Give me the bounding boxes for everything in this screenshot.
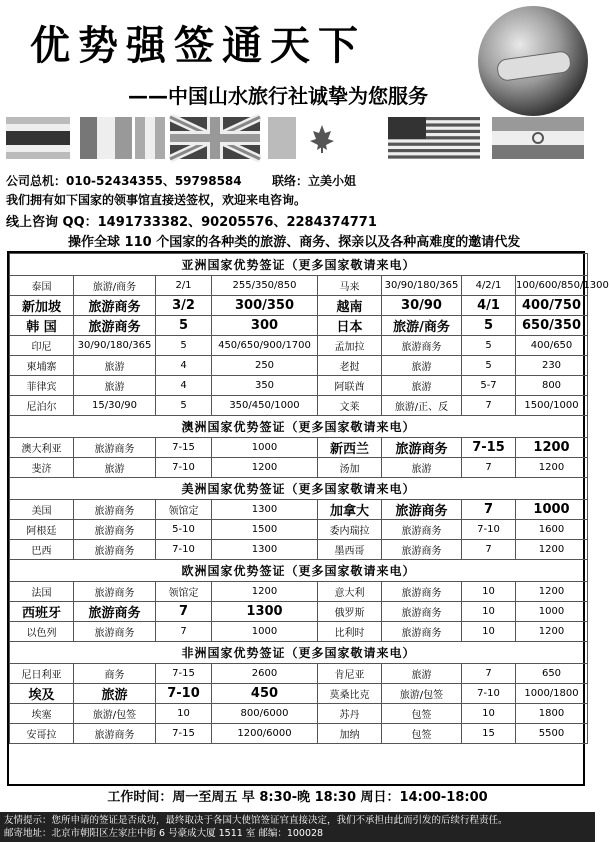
table-cell: 10 xyxy=(462,602,516,622)
country-cell: 埃塞 xyxy=(10,704,74,724)
table-row xyxy=(10,438,588,458)
table-cell: 15/30/90 xyxy=(74,396,156,416)
table-cell: 旅游/商务 xyxy=(382,316,462,336)
table-cell: 旅游商务 xyxy=(74,622,156,642)
table-cell: 7 xyxy=(462,664,516,684)
country-cell: 安哥拉 xyxy=(10,724,74,744)
country-cell: 西班牙 xyxy=(10,602,74,622)
page-title: 优势强签通天下 xyxy=(30,22,366,69)
table-cell: 5 xyxy=(462,336,516,356)
page-subtitle: ——中国山水旅行社诚挚为您服务 xyxy=(128,84,428,108)
table-cell: 旅游 xyxy=(382,376,462,396)
table-cell: 10 xyxy=(462,622,516,642)
table-row xyxy=(10,540,588,560)
visa-price-table xyxy=(7,251,609,786)
table-row xyxy=(10,276,588,296)
table-cell: 1200 xyxy=(516,582,588,602)
table-cell: 旅游/包签 xyxy=(382,684,462,704)
table-cell: 7 xyxy=(462,396,516,416)
table-cell: 7-10 xyxy=(156,540,212,560)
table-cell: 1300 xyxy=(212,540,318,560)
table-cell: 领馆定 xyxy=(156,582,212,602)
table-cell: 450 xyxy=(212,684,318,704)
consulate-note: 我们拥有如下国家的领事馆直接送签权，欢迎来电咨询。 xyxy=(6,193,307,207)
table-cell: 旅游商务 xyxy=(74,438,156,458)
country-cell: 澳大利亚 xyxy=(10,438,74,458)
country-cell: 新加坡 xyxy=(10,296,74,316)
table-cell: 5 xyxy=(156,396,212,416)
table-cell: 1600 xyxy=(516,520,588,540)
table-cell: 旅游 xyxy=(74,376,156,396)
country-cell: 加拿大 xyxy=(318,500,382,520)
country-cell: 文莱 xyxy=(318,396,382,416)
section-header-row xyxy=(10,560,588,582)
table-cell: 300 xyxy=(212,316,318,336)
table-cell: 2/1 xyxy=(156,276,212,296)
table-cell: 7 xyxy=(156,622,212,642)
table-row xyxy=(10,664,588,684)
footer xyxy=(0,812,595,842)
table-cell: 4/1 xyxy=(462,296,516,316)
flag-icon xyxy=(268,117,296,159)
table-cell: 1000 xyxy=(212,622,318,642)
table-cell: 包签 xyxy=(382,724,462,744)
table-cell: 7 xyxy=(462,500,516,520)
table-cell: 230 xyxy=(516,356,588,376)
table-cell: 5-10 xyxy=(156,520,212,540)
table-cell: 1000 xyxy=(516,500,588,520)
flags-row xyxy=(0,117,595,161)
table-cell: 1800 xyxy=(516,704,588,724)
table-cell: 1500/1000 xyxy=(516,396,588,416)
table-cell: 7-10 xyxy=(156,458,212,478)
canada-flag-icon xyxy=(300,117,344,159)
table-cell: 30/90/180/365 xyxy=(382,276,462,296)
section-title: 欧洲国家优势签证（更多国家敬请来电） xyxy=(10,560,588,582)
section-title: 美洲国家优势签证（更多国家敬请来电） xyxy=(10,478,588,500)
table-cell: 100/600/850/1300 xyxy=(516,276,588,296)
table-row xyxy=(10,396,588,416)
table-cell: 10 xyxy=(156,704,212,724)
table-cell: 商务 xyxy=(74,664,156,684)
table-row xyxy=(10,296,588,316)
table-cell: 旅游商务 xyxy=(382,582,462,602)
table-cell: 旅游 xyxy=(382,356,462,376)
table-cell: 5 xyxy=(462,356,516,376)
visa-table xyxy=(9,253,609,744)
country-cell: 新西兰 xyxy=(318,438,382,458)
table-cell: 250 xyxy=(212,356,318,376)
table-row xyxy=(10,376,588,396)
table-row xyxy=(10,500,588,520)
table-cell: 旅游商务 xyxy=(382,540,462,560)
table-cell: 1200 xyxy=(516,622,588,642)
country-cell: 老挝 xyxy=(318,356,382,376)
table-cell: 旅游商务 xyxy=(74,500,156,520)
table-cell: 5 xyxy=(156,316,212,336)
table-row xyxy=(10,356,588,376)
table-cell: 1000/1800 xyxy=(516,684,588,704)
table-row xyxy=(10,704,588,724)
contact-person: 联络：立美小姐 xyxy=(272,174,357,188)
table-cell: 7-10 xyxy=(462,520,516,540)
country-cell: 苏丹 xyxy=(318,704,382,724)
table-cell: 7-15 xyxy=(156,724,212,744)
country-cell: 以色列 xyxy=(10,622,74,642)
table-cell: 1200 xyxy=(212,458,318,478)
country-cell: 尼日利亚 xyxy=(10,664,74,684)
table-row xyxy=(10,458,588,478)
table-row xyxy=(10,582,588,602)
table-cell: 255/350/850 xyxy=(212,276,318,296)
table-cell: 650 xyxy=(516,664,588,684)
table-cell: 7-15 xyxy=(156,664,212,684)
table-cell: 3/2 xyxy=(156,296,212,316)
usa-flag-icon xyxy=(388,117,480,159)
table-cell: 包签 xyxy=(382,704,462,724)
country-cell: 委内瑞拉 xyxy=(318,520,382,540)
section-header-row xyxy=(10,254,588,276)
table-cell: 5 xyxy=(156,336,212,356)
country-cell: 尼泊尔 xyxy=(10,396,74,416)
table-cell: 15 xyxy=(462,724,516,744)
table-cell: 1000 xyxy=(212,438,318,458)
table-cell: 2600 xyxy=(212,664,318,684)
section-header-row xyxy=(10,416,588,438)
table-cell: 领馆定 xyxy=(156,500,212,520)
country-cell: 加纳 xyxy=(318,724,382,744)
section-title: 澳洲国家优势签证（更多国家敬请来电） xyxy=(10,416,588,438)
country-cell: 汤加 xyxy=(318,458,382,478)
country-cell: 泰国 xyxy=(10,276,74,296)
table-cell: 旅游商务 xyxy=(74,602,156,622)
table-cell: 旅游商务 xyxy=(382,336,462,356)
service-summary: 操作全球 110 个国家的各种类的旅游、商务、探亲以及各种高难度的邀请代发 xyxy=(68,235,521,250)
company-phone: 公司总机：010-52434355、59798584 xyxy=(6,174,242,188)
country-cell: 日本 xyxy=(318,316,382,336)
table-cell: 旅游商务 xyxy=(382,438,462,458)
table-cell: 7-10 xyxy=(156,684,212,704)
table-cell: 10 xyxy=(462,704,516,724)
table-cell: 5-7 xyxy=(462,376,516,396)
table-row xyxy=(10,316,588,336)
country-cell: 斐济 xyxy=(10,458,74,478)
section-header-row xyxy=(10,478,588,500)
table-cell: 旅游商务 xyxy=(74,316,156,336)
country-cell: 美国 xyxy=(10,500,74,520)
table-cell: 4 xyxy=(156,376,212,396)
country-cell: 孟加拉 xyxy=(318,336,382,356)
table-cell: 旅游商务 xyxy=(74,540,156,560)
table-cell: 800/6000 xyxy=(212,704,318,724)
table-cell: 旅游商务 xyxy=(382,520,462,540)
table-cell: 4/2/1 xyxy=(462,276,516,296)
section-title: 亚洲国家优势签证（更多国家敬请来电） xyxy=(10,254,588,276)
table-row xyxy=(10,520,588,540)
working-hours: 工作时间：周一至周五 早 8:30-晚 18:30 周日：14:00-18:00 xyxy=(107,790,488,805)
table-cell: 800 xyxy=(516,376,588,396)
table-cell: 7 xyxy=(462,540,516,560)
table-cell: 旅游商务 xyxy=(74,296,156,316)
footer-notice: 友情提示：您所申请的签证是否成功，最终取决于各国大使馆签证官直接决定，我们不承担由此而引发的后续行程责任。 xyxy=(4,815,508,826)
footer-address: 邮寄地址：北京市朝阳区左家庄中街 6 号豪成大厦 1511 室 邮编：100028 xyxy=(4,828,324,839)
table-cell: 旅游商务 xyxy=(382,500,462,520)
country-cell: 韩 国 xyxy=(10,316,74,336)
table-cell: 旅游 xyxy=(382,664,462,684)
section-title: 非洲国家优势签证（更多国家敬请来电） xyxy=(10,642,588,664)
country-cell: 阿联酋 xyxy=(318,376,382,396)
table-cell: 350/450/1000 xyxy=(212,396,318,416)
country-cell: 阿根廷 xyxy=(10,520,74,540)
uk-flag-icon xyxy=(170,117,260,159)
table-cell: 旅游商务 xyxy=(382,622,462,642)
table-cell: 1300 xyxy=(212,602,318,622)
table-cell: 7-15 xyxy=(462,438,516,458)
country-cell: 柬埔寨 xyxy=(10,356,74,376)
country-cell: 法国 xyxy=(10,582,74,602)
table-cell: 4 xyxy=(156,356,212,376)
table-cell: 350 xyxy=(212,376,318,396)
table-cell: 450/650/900/1700 xyxy=(212,336,318,356)
country-cell: 意大利 xyxy=(318,582,382,602)
table-cell: 旅游/包签 xyxy=(74,704,156,724)
table-cell: 1200 xyxy=(516,458,588,478)
table-cell: 旅游商务 xyxy=(74,724,156,744)
table-cell: 旅游/商务 xyxy=(74,276,156,296)
table-cell: 1500 xyxy=(212,520,318,540)
table-row xyxy=(10,684,588,704)
table-cell: 1200/6000 xyxy=(212,724,318,744)
country-cell: 印尼 xyxy=(10,336,74,356)
country-cell: 肯尼亚 xyxy=(318,664,382,684)
section-header-row xyxy=(10,642,588,664)
table-cell: 旅游商务 xyxy=(74,520,156,540)
table-cell: 7-10 xyxy=(462,684,516,704)
table-cell: 400/750 xyxy=(516,296,588,316)
country-cell: 菲律宾 xyxy=(10,376,74,396)
table-row xyxy=(10,724,588,744)
table-cell: 旅游/正、反 xyxy=(382,396,462,416)
table-cell: 400/650 xyxy=(516,336,588,356)
table-cell: 30/90/180/365 xyxy=(74,336,156,356)
table-cell: 7-15 xyxy=(156,438,212,458)
table-row xyxy=(10,602,588,622)
table-row xyxy=(10,622,588,642)
flag-icon xyxy=(135,117,165,159)
country-cell: 越南 xyxy=(318,296,382,316)
table-cell: 旅游商务 xyxy=(382,602,462,622)
country-cell: 比利时 xyxy=(318,622,382,642)
table-cell: 7 xyxy=(156,602,212,622)
table-cell: 旅游 xyxy=(74,356,156,376)
table-cell: 1200 xyxy=(212,582,318,602)
table-cell: 5 xyxy=(462,316,516,336)
table-cell: 300/350 xyxy=(212,296,318,316)
table-cell: 旅游商务 xyxy=(74,582,156,602)
table-row xyxy=(10,336,588,356)
table-cell: 1200 xyxy=(516,540,588,560)
table-cell: 1200 xyxy=(516,438,588,458)
table-cell: 旅游 xyxy=(74,458,156,478)
table-cell: 旅游 xyxy=(74,684,156,704)
table-cell: 1000 xyxy=(516,602,588,622)
flag-icon xyxy=(80,117,132,159)
thailand-flag-icon xyxy=(6,117,70,159)
table-cell: 7 xyxy=(462,458,516,478)
table-cell: 10 xyxy=(462,582,516,602)
table-cell: 5500 xyxy=(516,724,588,744)
table-cell: 30/90 xyxy=(382,296,462,316)
iran-flag-icon xyxy=(492,117,584,159)
country-cell: 埃及 xyxy=(10,684,74,704)
country-cell: 莫桑比克 xyxy=(318,684,382,704)
table-cell: 旅游 xyxy=(382,458,462,478)
country-cell: 墨西哥 xyxy=(318,540,382,560)
online-qq: 线上咨询 QQ：1491733382、90205576、2284374771 xyxy=(6,215,377,230)
country-cell: 俄罗斯 xyxy=(318,602,382,622)
country-cell: 马来 xyxy=(318,276,382,296)
table-cell: 1300 xyxy=(212,500,318,520)
country-cell: 巴西 xyxy=(10,540,74,560)
table-cell: 650/350 xyxy=(516,316,588,336)
